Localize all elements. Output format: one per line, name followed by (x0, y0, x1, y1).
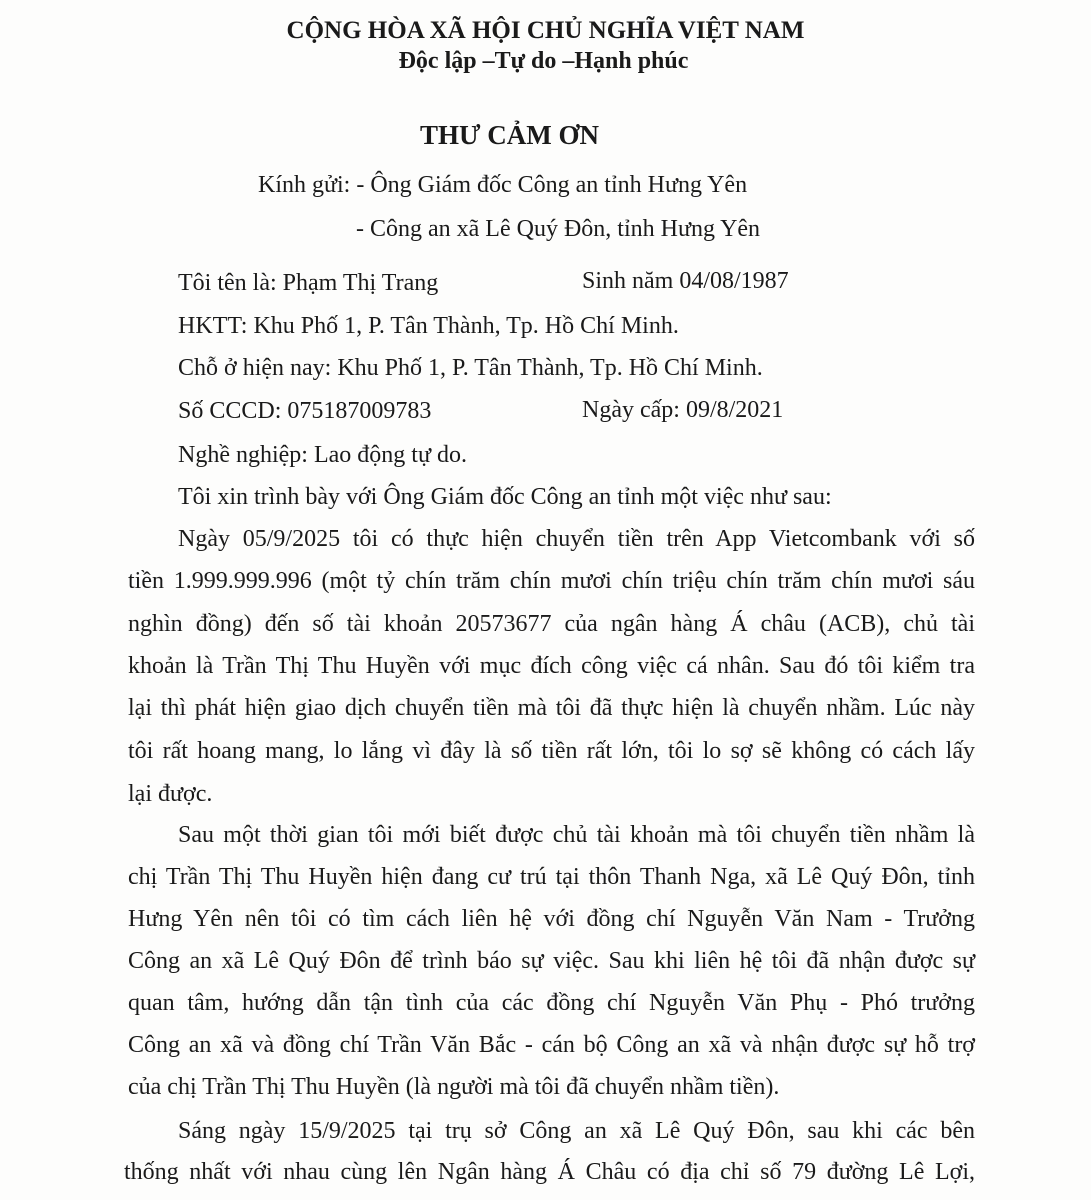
id-field: Số CCCD: 075187009783 (178, 398, 432, 424)
paragraph3-line: thống nhất với nhau cùng lên Ngân hàng Á Châu có địa chỉ số 79 đường Lê Lợi, (124, 1159, 975, 1185)
residence-field: Chỗ ở hiện nay: Khu Phố 1, P. Tân Thành, Tp. Hồ Chí Minh. (178, 355, 763, 381)
issued-field: Ngày cấp: 09/8/2021 (582, 397, 784, 423)
job-field: Nghề nghiệp: Lao động tự do. (178, 442, 467, 468)
paragraph2-line: của chị Trần Thị Thu Huyền (là người mà tôi đã chuyển nhầm tiền). (128, 1074, 780, 1100)
intro-line: Tôi xin trình bày với Ông Giám đốc Công an tỉnh một việc như sau: (178, 484, 832, 510)
paragraph2-line: Công an xã và đồng chí Trần Văn Bắc - cán bộ Công an xã và nhận được sự hỗ trợ (128, 1032, 975, 1058)
paragraph3-line: Sáng ngày 15/9/2025 tại trụ sở Công an xã Lê Quý Đôn, sau khi các bên (178, 1118, 975, 1144)
paragraph1-line: Ngày 05/9/2025 tôi có thực hiện chuyển tiền trên App Vietcombank với số (178, 526, 975, 552)
name-field: Tôi tên là: Phạm Thị Trang (178, 270, 439, 296)
nation-heading: CỘNG HÒA XÃ HỘI CHỦ NGHĨA VIỆT NAM (286, 17, 805, 44)
paragraph1-line: tiền 1.999.999.996 (một tỷ chín trăm chín mươi chín triệu chín trăm chín mươi sáu (128, 568, 975, 594)
paragraph1-line: nghìn đồng) đến số tài khoản 20573677 của ngân hàng Á châu (ACB), chủ tài (128, 611, 975, 637)
paragraph1-line: lại thì phát hiện giao dịch chuyển tiền mà tôi đã thực hiện là chuyển nhầm. Lúc này (128, 695, 975, 721)
paragraph2-line: Công an xã Lê Quý Đôn để trình báo sự việc. Sau khi liên hệ tôi đã nhận được sự (128, 948, 975, 974)
paragraph2-line: quan tâm, hướng dẫn tận tình của các đồng chí Nguyễn Văn Phụ - Phó trưởng (128, 990, 975, 1016)
letter-title: THƯ CẢM ƠN (420, 120, 599, 150)
birth-field: Sinh năm 04/08/1987 (582, 268, 789, 294)
recipient-line-2: - Công an xã Lê Quý Đôn, tỉnh Hưng Yên (356, 216, 761, 242)
paragraph2-line: chị Trần Thị Thu Huyền hiện đang cư trú tại thôn Thanh Nga, xã Lê Quý Đôn, tỉnh (128, 864, 975, 890)
paragraph1-line: lại được. (128, 781, 213, 807)
paragraph2-line: Sau một thời gian tôi mới biết được chủ tài khoản mà tôi chuyển tiền nhầm là (178, 822, 975, 848)
motto: Độc lập –Tự do –Hạnh phúc (398, 48, 689, 74)
paragraph1-line: khoản là Trần Thị Thu Huyền với mục đích công việc cá nhân. Sau đó tôi kiểm tra (128, 653, 975, 679)
paragraph2-line: Hưng Yên nên tôi có tìm cách liên hệ với đồng chí Nguyễn Văn Nam - Trưởng (128, 906, 975, 932)
recipient-line-1: Kính gửi: - Ông Giám đốc Công an tỉnh Hưng Yên (258, 172, 748, 198)
paragraph1-line: tôi rất hoang mang, lo lắng vì đây là số tiền rất lớn, tôi lo sợ sẽ không có cách lấy (128, 738, 975, 764)
hktt-field: HKTT: Khu Phố 1, P. Tân Thành, Tp. Hồ Chí Minh. (178, 313, 679, 339)
